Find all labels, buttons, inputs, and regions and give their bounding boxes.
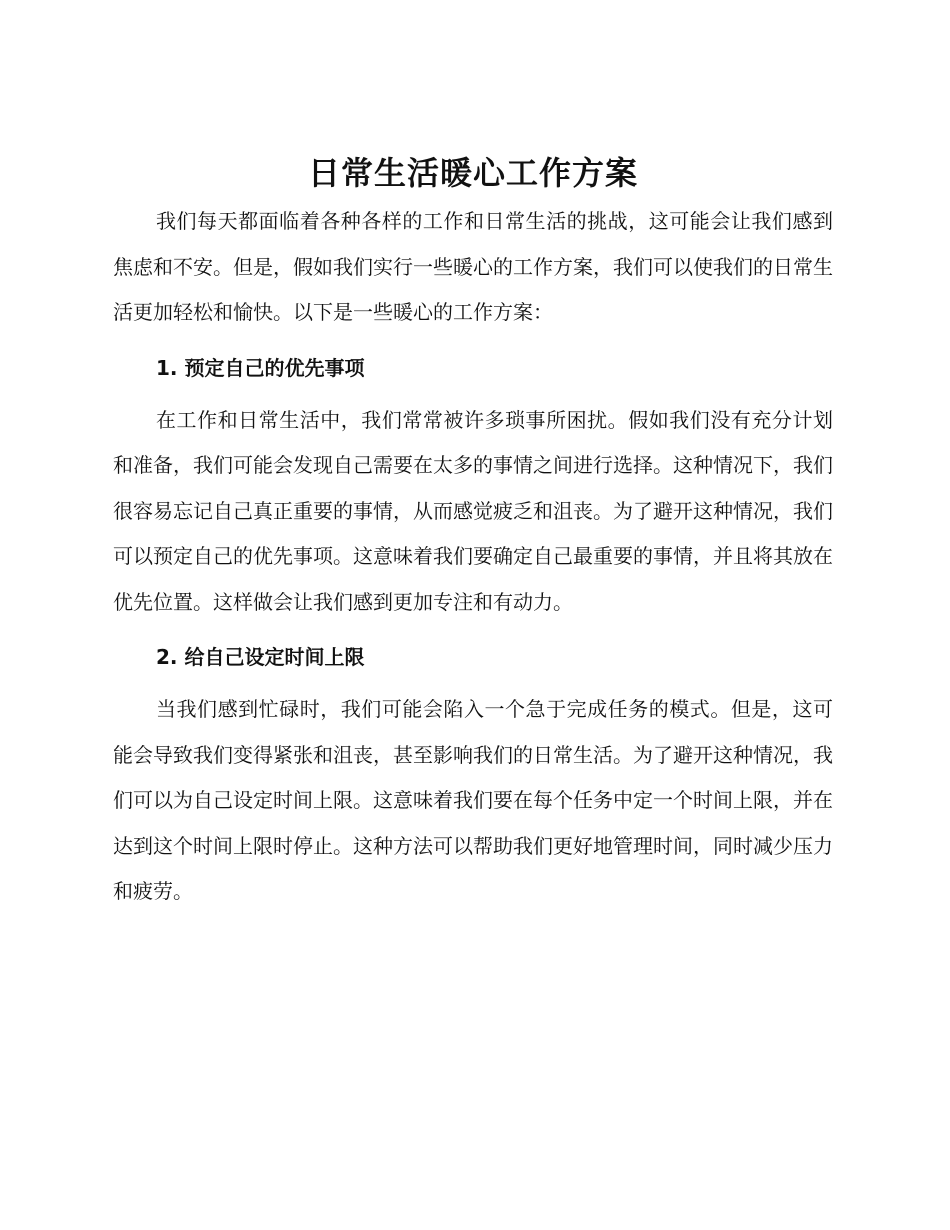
intro-paragraph: 我们每天都面临着各种各样的工作和日常生活的挑战，这可能会让我们感到焦虑和不安。但是，假如我们实行一些暖心的工作方案，我们可以使我们的日常生活更加轻松和愉快。以下是一些暖心的工作方案：	[113, 209, 833, 324]
section-body-2: 当我们感到忙碌时，我们可能会陷入一个急于完成任务的模式。但是，这可能会导致我们变得紧张和沮丧，甚至影响我们的日常生活。为了避开这种情况，我们可以为自己设定时间上限。这意味着我们要在每个任务中定一个时间上限，并在达到这个时间上限时停止。这种方法可以帮助我们更好地管理时间，同时减少压力和疲劳。	[113, 697, 833, 903]
section-body-1: 在工作和日常生活中，我们常常被许多琐事所困扰。假如我们没有充分计划和准备，我们可能会发现自己需要在太多的事情之间进行选择。这种情况下，我们很容易忘记自己真正重要的事情，从而感觉疲乏和沮丧。为了避开这种情况，我们可以预定自己的优先事项。这意味着我们要确定自己最重要的事情，并且将其放在优先位置。这样做会让我们感到更加专注和有动力。	[113, 407, 833, 614]
document-page	[113, 150, 833, 915]
section-heading-1: 1. 预定自己的优先事项	[156, 355, 365, 380]
section-heading-2: 2. 给自己设定时间上限	[156, 645, 365, 669]
document-title: 日常生活暖心工作方案	[307, 154, 638, 192]
